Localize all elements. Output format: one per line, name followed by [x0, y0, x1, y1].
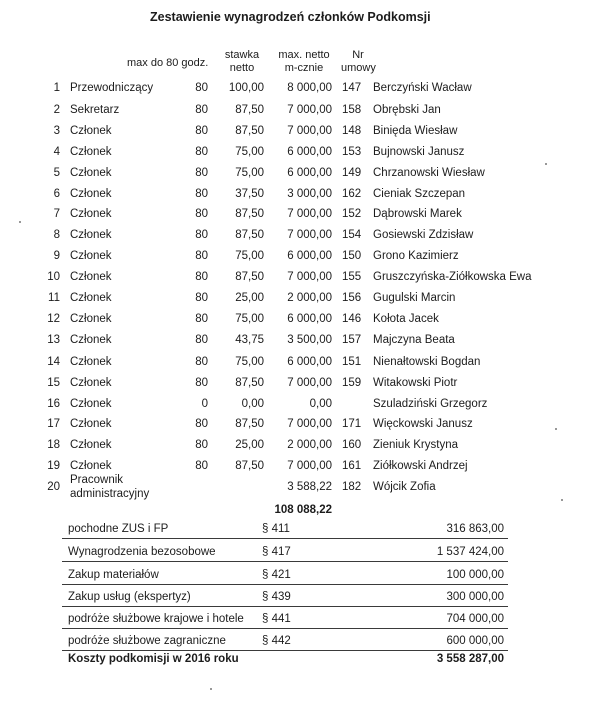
member-hours: 80: [195, 271, 208, 283]
member-monthly-net: 7 000,00: [287, 460, 332, 472]
cost-label: Zakup materiałów: [68, 569, 159, 581]
header-contract: Nr umowy: [341, 49, 376, 74]
member-row-number: 17: [47, 418, 60, 430]
member-monthly-net: 3 000,00: [287, 188, 332, 200]
member-member-name: Binięda Wiesław: [373, 125, 458, 137]
member-member-name: Gosiewski Zdzisław: [373, 229, 474, 241]
member-member-name: Zieniuk Krystyna: [373, 439, 459, 451]
member-rate: 37,50: [235, 188, 264, 200]
member-row-number: 13: [47, 334, 60, 346]
member-monthly-net: 0,00: [309, 398, 332, 410]
cost-amount: 300 000,00: [446, 591, 504, 603]
row-divider: [62, 606, 508, 607]
member-hours: 80: [195, 208, 208, 220]
member-member-name: Gugulski Marcin: [373, 292, 456, 304]
member-contract-number: 159: [342, 377, 362, 389]
member-role: Członek: [70, 334, 112, 346]
cost-amount: 316 863,00: [446, 523, 504, 535]
admin-contract: 182: [342, 481, 362, 493]
member-row-number: 4: [53, 146, 60, 158]
member-contract-number: 160: [342, 439, 362, 451]
member-monthly-net: 7 000,00: [287, 208, 332, 220]
scan-speck: [555, 428, 557, 430]
member-member-name: Kołota Jacek: [373, 313, 439, 325]
monthly-total: 108 088,22: [274, 504, 332, 516]
member-hours: 80: [195, 292, 208, 304]
member-rate: 25,00: [235, 439, 264, 451]
scan-speck: [545, 163, 547, 165]
member-rate: 43,75: [235, 334, 264, 346]
cost-label: Wynagrodzenia bezosobowe: [68, 546, 216, 558]
row-divider: [62, 650, 508, 651]
member-member-name: Grono Kazimierz: [373, 250, 459, 262]
member-role: Członek: [70, 229, 112, 241]
member-rate: 75,00: [235, 313, 264, 325]
member-row-number: 6: [53, 188, 60, 200]
member-monthly-net: 6 000,00: [287, 250, 332, 262]
member-rate: 75,00: [235, 250, 264, 262]
member-monthly-net: 7 000,00: [287, 125, 332, 137]
admin-row-number: 20: [47, 481, 60, 493]
member-contract-number: 158: [342, 104, 362, 116]
cost-label: podróże służbowe zagraniczne: [68, 635, 226, 647]
member-role: Sekretarz: [70, 104, 120, 116]
cost-paragraph: § 442: [262, 635, 291, 647]
member-monthly-net: 7 000,00: [287, 229, 332, 241]
cost-paragraph: § 411: [262, 523, 290, 535]
member-monthly-net: 6 000,00: [287, 313, 332, 325]
member-contract-number: 171: [342, 418, 362, 430]
member-role: Członek: [70, 167, 112, 179]
total-label: Koszty podkomisji w 2016 roku: [68, 653, 239, 665]
scan-speck: [561, 499, 563, 501]
member-row-number: 18: [47, 439, 60, 451]
member-contract-number: 147: [342, 82, 362, 94]
member-contract-number: 156: [342, 292, 362, 304]
member-role: Członek: [70, 292, 112, 304]
cost-paragraph: § 439: [262, 591, 291, 603]
member-member-name: Szuladziński Grzegorz: [373, 398, 488, 410]
member-role: Członek: [70, 418, 112, 430]
member-rate: 87,50: [235, 460, 264, 472]
member-contract-number: 149: [342, 167, 362, 179]
row-divider: [62, 561, 508, 562]
member-hours: 80: [195, 334, 208, 346]
scan-speck: [19, 221, 21, 223]
member-member-name: Gruszczyńska-Ziółkowska Ewa: [373, 271, 532, 283]
row-divider: [62, 538, 508, 539]
member-role: Członek: [70, 439, 112, 451]
member-monthly-net: 7 000,00: [287, 418, 332, 430]
member-monthly-net: 2 000,00: [287, 292, 332, 304]
cost-paragraph: § 421: [262, 569, 291, 581]
member-role: Członek: [70, 125, 112, 137]
member-hours: 80: [195, 356, 208, 368]
member-role: Członek: [70, 313, 112, 325]
member-contract-number: 146: [342, 313, 362, 325]
member-role: Członek: [70, 208, 112, 220]
member-role: Członek: [70, 146, 112, 158]
scan-speck: [210, 688, 212, 690]
member-row-number: 8: [53, 229, 60, 241]
cost-amount: 600 000,00: [446, 635, 504, 647]
member-row-number: 5: [53, 167, 60, 179]
member-contract-number: 151: [342, 356, 362, 368]
member-member-name: Bujnowski Janusz: [373, 146, 465, 158]
member-hours: 80: [195, 250, 208, 262]
member-row-number: 9: [53, 250, 60, 262]
member-row-number: 7: [53, 208, 60, 220]
cost-amount: 100 000,00: [446, 569, 504, 581]
member-row-number: 1: [53, 82, 60, 94]
header-rate: stawka netto: [224, 49, 260, 74]
cost-amount: 704 000,00: [446, 613, 504, 625]
member-hours: 80: [195, 167, 208, 179]
member-member-name: Ziółkowski Andrzej: [373, 460, 468, 472]
member-row-number: 14: [47, 356, 60, 368]
member-row-number: 15: [47, 377, 60, 389]
member-rate: 87,50: [235, 377, 264, 389]
member-monthly-net: 6 000,00: [287, 146, 332, 158]
row-divider: [62, 628, 508, 629]
cost-label: Zakup usług (ekspertyz): [68, 591, 191, 603]
cost-paragraph: § 441: [262, 613, 291, 625]
member-monthly-net: 2 000,00: [287, 439, 332, 451]
member-contract-number: 161: [342, 460, 362, 472]
header-max-hours: max do 80 godz.: [127, 57, 209, 69]
member-rate: 87,50: [235, 418, 264, 430]
member-row-number: 12: [47, 313, 60, 325]
member-role: Członek: [70, 460, 112, 472]
member-role: Członek: [70, 398, 112, 410]
member-monthly-net: 6 000,00: [287, 167, 332, 179]
member-contract-number: 162: [342, 188, 362, 200]
member-rate: 100,00: [228, 82, 264, 94]
member-rate: 87,50: [235, 229, 264, 241]
member-member-name: Nienałtowski Bogdan: [373, 356, 481, 368]
admin-role-line1: Pracownik: [70, 474, 124, 486]
admin-role-line2: administracyjny: [70, 488, 150, 500]
member-hours: 80: [195, 377, 208, 389]
member-monthly-net: 6 000,00: [287, 356, 332, 368]
member-hours: 80: [195, 104, 208, 116]
member-contract-number: 157: [342, 334, 362, 346]
member-member-name: Majczyna Beata: [373, 334, 455, 346]
member-hours: 80: [195, 313, 208, 325]
member-role: Przewodniczący: [70, 82, 154, 94]
member-hours: 80: [195, 125, 208, 137]
cost-label: pochodne ZUS i FP: [68, 523, 169, 535]
member-member-name: Cieniak Szczepan: [373, 188, 466, 200]
member-member-name: Obrębski Jan: [373, 104, 441, 116]
member-contract-number: 155: [342, 271, 362, 283]
member-monthly-net: 8 000,00: [287, 82, 332, 94]
total-amount: 3 558 287,00: [436, 653, 504, 665]
member-monthly-net: 7 000,00: [287, 271, 332, 283]
member-role: Członek: [70, 271, 112, 283]
member-role: Członek: [70, 356, 112, 368]
member-rate: 75,00: [235, 167, 264, 179]
member-contract-number: 150: [342, 250, 362, 262]
member-hours: 0: [201, 398, 208, 410]
member-rate: 87,50: [235, 208, 264, 220]
member-role: Członek: [70, 188, 112, 200]
member-row-number: 10: [47, 271, 60, 283]
member-role: Członek: [70, 377, 112, 389]
member-hours: 80: [195, 82, 208, 94]
member-rate: 75,00: [235, 146, 264, 158]
member-hours: 80: [195, 229, 208, 241]
member-rate: 87,50: [235, 271, 264, 283]
member-hours: 80: [195, 460, 208, 472]
member-contract-number: 154: [342, 229, 362, 241]
member-rate: 87,50: [235, 125, 264, 137]
member-hours: 80: [195, 439, 208, 451]
member-row-number: 3: [53, 125, 60, 137]
member-monthly-net: 7 000,00: [287, 377, 332, 389]
member-row-number: 19: [47, 460, 60, 472]
page-title: Zestawienie wynagrodzeń członków Podkomsji: [150, 10, 431, 24]
row-divider: [62, 584, 508, 585]
member-row-number: 2: [53, 104, 60, 116]
member-hours: 80: [195, 146, 208, 158]
admin-name: Wójcik Zofia: [373, 481, 436, 493]
member-rate: 25,00: [235, 292, 264, 304]
member-monthly-net: 7 000,00: [287, 104, 332, 116]
member-monthly-net: 3 500,00: [287, 334, 332, 346]
admin-monthly: 3 588,22: [287, 481, 332, 493]
member-hours: 80: [195, 188, 208, 200]
member-hours: 80: [195, 418, 208, 430]
header-monthly: max. netto m-cznie: [278, 49, 330, 74]
member-role: Członek: [70, 250, 112, 262]
member-contract-number: 152: [342, 208, 362, 220]
cost-amount: 1 537 424,00: [436, 546, 504, 558]
member-member-name: Berczyński Wacław: [373, 82, 472, 94]
member-contract-number: 153: [342, 146, 362, 158]
member-rate: 0,00: [241, 398, 264, 410]
member-member-name: Dąbrowski Marek: [373, 208, 462, 220]
member-row-number: 11: [48, 292, 60, 304]
member-member-name: Chrzanowski Wiesław: [373, 167, 485, 179]
member-row-number: 16: [47, 398, 60, 410]
cost-label: podróże służbowe krajowe i hotele: [68, 613, 244, 625]
member-member-name: Witakowski Piotr: [373, 377, 458, 389]
member-member-name: Więckowski Janusz: [373, 418, 473, 430]
member-rate: 75,00: [235, 356, 264, 368]
member-rate: 87,50: [235, 104, 264, 116]
cost-paragraph: § 417: [262, 546, 291, 558]
member-contract-number: 148: [342, 125, 362, 137]
